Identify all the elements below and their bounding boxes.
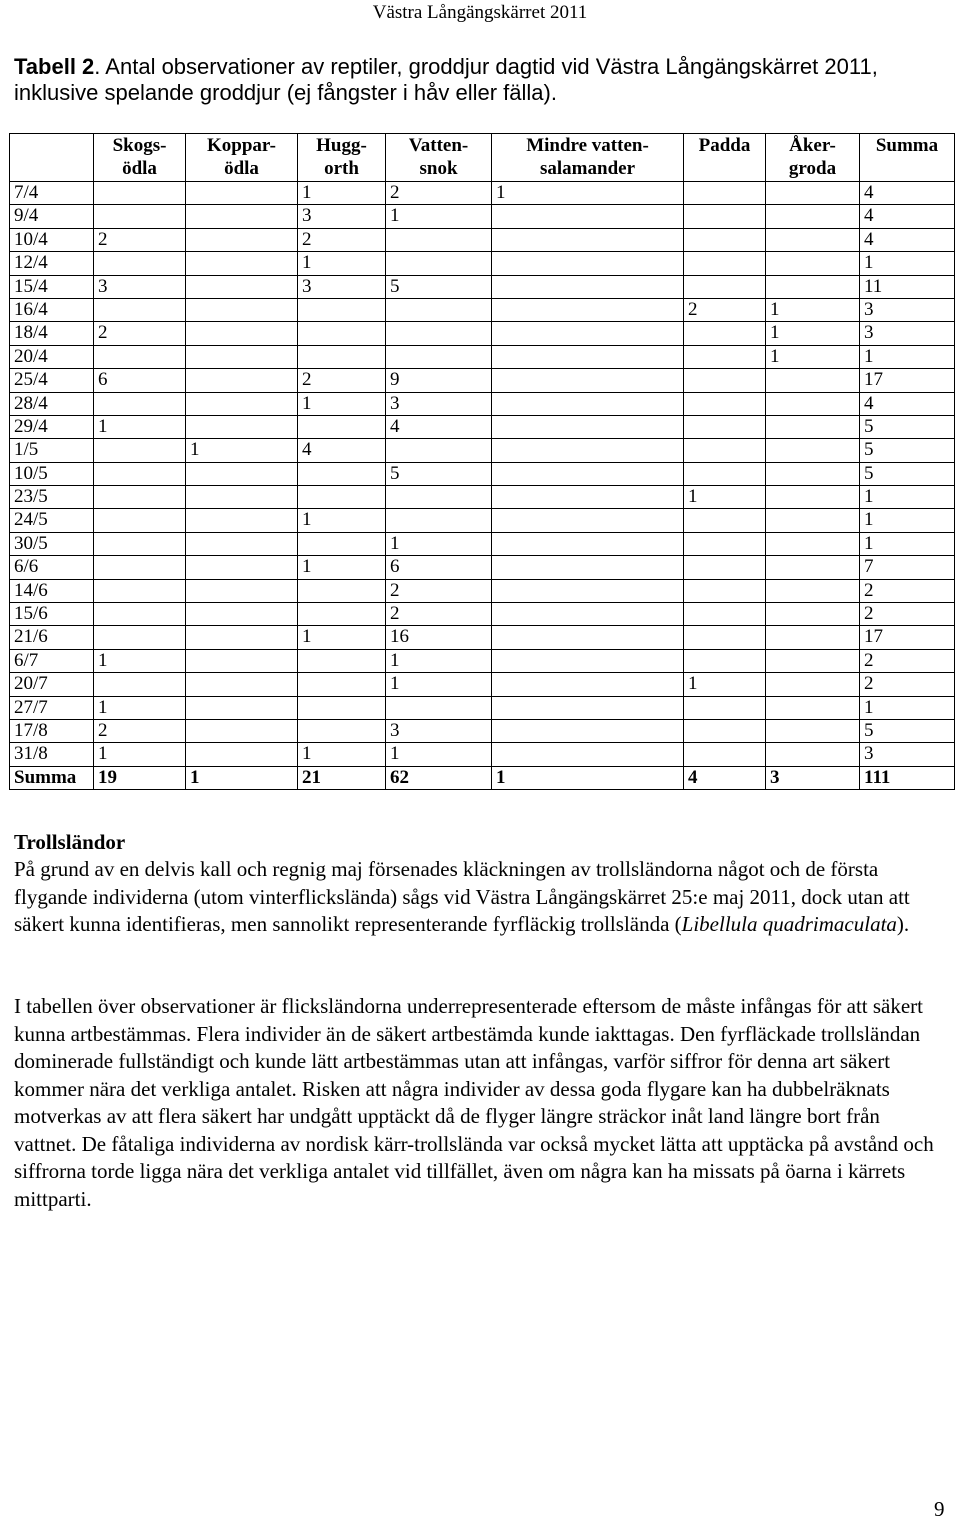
count-cell: 3 xyxy=(298,275,386,298)
count-cell xyxy=(766,696,860,719)
count-cell: 1 xyxy=(94,415,186,438)
count-cell: 1 xyxy=(298,743,386,766)
date-cell: 15/4 xyxy=(10,275,94,298)
column-header: Vatten- snok xyxy=(386,134,492,182)
count-cell xyxy=(684,509,766,532)
count-cell xyxy=(684,275,766,298)
date-cell: 27/7 xyxy=(10,696,94,719)
count-cell xyxy=(186,228,298,251)
date-cell: 18/4 xyxy=(10,322,94,345)
count-cell xyxy=(766,252,860,275)
count-cell: 1 xyxy=(298,626,386,649)
paragraph-1 xyxy=(14,856,946,939)
count-cell xyxy=(766,182,860,205)
count-cell xyxy=(298,345,386,368)
count-cell: 2 xyxy=(386,579,492,602)
count-cell xyxy=(492,369,684,392)
table-row xyxy=(10,439,955,462)
count-cell xyxy=(94,439,186,462)
count-cell: 4 xyxy=(860,228,955,251)
table-row xyxy=(10,275,955,298)
table-row xyxy=(10,228,955,251)
date-cell: 10/5 xyxy=(10,462,94,485)
date-cell: 7/4 xyxy=(10,182,94,205)
page-number: 9 xyxy=(934,1497,945,1521)
column-header: Koppar- ödla xyxy=(186,134,298,182)
count-cell xyxy=(186,486,298,509)
count-cell xyxy=(186,252,298,275)
table-header xyxy=(10,134,955,182)
count-cell: 1 xyxy=(298,252,386,275)
count-cell xyxy=(298,696,386,719)
count-cell: 2 xyxy=(860,673,955,696)
count-cell xyxy=(492,532,684,555)
count-cell: 1 xyxy=(94,743,186,766)
count-cell xyxy=(684,322,766,345)
count-cell xyxy=(492,579,684,602)
count-cell: 4 xyxy=(386,415,492,438)
table-row xyxy=(10,626,955,649)
count-cell xyxy=(766,649,860,672)
count-cell xyxy=(492,649,684,672)
count-cell xyxy=(186,719,298,742)
count-cell xyxy=(94,462,186,485)
count-cell xyxy=(94,603,186,626)
count-cell: 1 xyxy=(94,649,186,672)
count-cell xyxy=(684,369,766,392)
date-cell: 21/6 xyxy=(10,626,94,649)
date-cell: 9/4 xyxy=(10,205,94,228)
count-cell xyxy=(766,439,860,462)
date-cell: 31/8 xyxy=(10,743,94,766)
count-cell xyxy=(684,182,766,205)
count-cell xyxy=(386,439,492,462)
summary-cell: 3 xyxy=(766,766,860,789)
count-cell xyxy=(684,392,766,415)
count-cell xyxy=(298,532,386,555)
count-cell: 1 xyxy=(766,298,860,321)
count-cell xyxy=(186,275,298,298)
count-cell: 1 xyxy=(298,392,386,415)
date-cell: 1/5 xyxy=(10,439,94,462)
date-cell: 15/6 xyxy=(10,603,94,626)
table-row xyxy=(10,579,955,602)
count-cell: 5 xyxy=(860,415,955,438)
count-cell: 3 xyxy=(386,392,492,415)
count-cell xyxy=(492,556,684,579)
count-cell xyxy=(766,275,860,298)
count-cell: 6 xyxy=(386,556,492,579)
table-row xyxy=(10,532,955,555)
table-row xyxy=(10,369,955,392)
count-cell: 1 xyxy=(684,673,766,696)
running-header: Västra Långängskärret 2011 xyxy=(372,2,588,23)
count-cell: 4 xyxy=(860,205,955,228)
count-cell xyxy=(684,556,766,579)
count-cell xyxy=(186,182,298,205)
table-row xyxy=(10,392,955,415)
column-header: Skogs- ödla xyxy=(94,134,186,182)
date-cell: 20/4 xyxy=(10,345,94,368)
date-cell: 10/4 xyxy=(10,228,94,251)
summary-cell: 62 xyxy=(386,766,492,789)
count-cell xyxy=(684,743,766,766)
count-cell xyxy=(298,603,386,626)
count-cell xyxy=(684,345,766,368)
summary-label: Summa xyxy=(10,766,94,789)
count-cell: 7 xyxy=(860,556,955,579)
count-cell: 1 xyxy=(298,556,386,579)
count-cell xyxy=(766,369,860,392)
count-cell xyxy=(766,392,860,415)
column-header: Åker- groda xyxy=(766,134,860,182)
count-cell: 2 xyxy=(860,649,955,672)
count-cell: 2 xyxy=(684,298,766,321)
paragraph-2: I tabellen över observationer är flicksländorna underrepresenterade eftersom de måste infångas för att säkert kunna artbestämmas. Flera individer än de säkert artbestämda kunde iakttagas. Den fyrfläckade trollsländan dominerade fullständigt och kunde lätt artbestämmas utan att infångas, varför siffror för denna art säkert kommer nära det verkliga antalet. Risken att några individer av dessa goda flygare kan ha dubbelräknats motverkas av att flera säkert har undgått upptäckt då de flyger längre sträckor inåt land längre bort från vattnet. De fåtaliga individerna av nordisk kärr-trollslända var också mycket lätta att upptäcka på avstånd och siffrorna torde ligga nära det verkliga antalet vid tillfället, även om några kan ha missats på öarna i kärrets mittparti. xyxy=(14,994,934,1211)
count-cell: 1 xyxy=(860,486,955,509)
table-row xyxy=(10,205,955,228)
count-cell: 2 xyxy=(860,603,955,626)
count-cell xyxy=(186,415,298,438)
table-row xyxy=(10,603,955,626)
count-cell xyxy=(94,579,186,602)
count-cell xyxy=(94,556,186,579)
count-cell xyxy=(684,696,766,719)
count-cell xyxy=(186,556,298,579)
table-row xyxy=(10,719,955,742)
count-cell: 4 xyxy=(860,182,955,205)
count-cell xyxy=(766,673,860,696)
count-cell: 1 xyxy=(386,673,492,696)
count-cell xyxy=(186,205,298,228)
summary-cell: 21 xyxy=(298,766,386,789)
count-cell xyxy=(298,415,386,438)
count-cell xyxy=(492,509,684,532)
count-cell xyxy=(386,322,492,345)
count-cell: 1 xyxy=(298,509,386,532)
count-cell xyxy=(186,298,298,321)
count-cell: 3 xyxy=(860,322,955,345)
count-cell xyxy=(766,719,860,742)
count-cell xyxy=(684,228,766,251)
column-header: Summa xyxy=(860,134,955,182)
count-cell xyxy=(186,322,298,345)
count-cell xyxy=(492,462,684,485)
count-cell: 1 xyxy=(298,182,386,205)
count-cell: 2 xyxy=(298,369,386,392)
count-cell xyxy=(684,603,766,626)
count-cell xyxy=(298,486,386,509)
count-cell xyxy=(186,626,298,649)
table-row xyxy=(10,322,955,345)
count-cell xyxy=(94,345,186,368)
count-cell xyxy=(298,298,386,321)
count-cell xyxy=(186,345,298,368)
count-cell: 1 xyxy=(860,252,955,275)
count-cell xyxy=(386,486,492,509)
count-cell: 1 xyxy=(860,532,955,555)
date-cell: 30/5 xyxy=(10,532,94,555)
count-cell xyxy=(298,649,386,672)
count-cell xyxy=(766,556,860,579)
count-cell xyxy=(492,252,684,275)
count-cell xyxy=(298,322,386,345)
count-cell: 3 xyxy=(94,275,186,298)
count-cell xyxy=(186,649,298,672)
count-cell xyxy=(298,719,386,742)
table-row xyxy=(10,345,955,368)
date-cell: 6/6 xyxy=(10,556,94,579)
count-cell: 5 xyxy=(860,719,955,742)
count-cell xyxy=(684,532,766,555)
count-cell: 1 xyxy=(386,205,492,228)
summary-cell: 4 xyxy=(684,766,766,789)
table-body xyxy=(10,182,955,790)
count-cell xyxy=(766,228,860,251)
count-cell xyxy=(94,392,186,415)
count-cell xyxy=(684,439,766,462)
count-cell: 2 xyxy=(386,182,492,205)
count-cell: 1 xyxy=(386,532,492,555)
count-cell: 1 xyxy=(386,743,492,766)
count-cell xyxy=(186,509,298,532)
count-cell xyxy=(386,298,492,321)
table-row xyxy=(10,696,955,719)
date-cell: 28/4 xyxy=(10,392,94,415)
count-cell: 16 xyxy=(386,626,492,649)
count-cell xyxy=(298,579,386,602)
table-row xyxy=(10,743,955,766)
observation-table xyxy=(9,133,955,790)
count-cell: 9 xyxy=(386,369,492,392)
count-cell xyxy=(766,486,860,509)
species-name: Libellula quadrimaculata xyxy=(681,912,897,936)
section-title: Trollsländor xyxy=(14,830,126,854)
count-cell: 2 xyxy=(860,579,955,602)
table-row xyxy=(10,556,955,579)
count-cell xyxy=(94,626,186,649)
count-cell xyxy=(94,532,186,555)
date-cell: 16/4 xyxy=(10,298,94,321)
caption-text: . Antal observationer av reptiler, groddjur dagtid vid Västra Långängskärret 2011, inklusive spelande groddjur (ej fångster i håv eller fälla). xyxy=(14,54,878,105)
paragraph-1-text: På grund av en delvis kall och regnig maj försenades kläckningen av trollsländorna något och de första flygande individerna (utom vinterflickslända) sågs vid Västra Långängskärret 25:e maj 2011, dock utan att säkert kunna identifieras, men sannolikt representerande fyrfläckig trollslända ( xyxy=(14,857,910,936)
summary-cell: 111 xyxy=(860,766,955,789)
count-cell xyxy=(298,462,386,485)
count-cell xyxy=(684,579,766,602)
count-cell xyxy=(684,205,766,228)
count-cell xyxy=(492,673,684,696)
count-cell xyxy=(186,696,298,719)
count-cell xyxy=(766,603,860,626)
count-cell xyxy=(386,345,492,368)
count-cell xyxy=(386,509,492,532)
date-cell: 25/4 xyxy=(10,369,94,392)
caption-label: Tabell 2 xyxy=(14,54,95,79)
paragraph-1-end: ). xyxy=(896,912,910,936)
count-cell xyxy=(94,205,186,228)
column-header xyxy=(10,134,94,182)
count-cell xyxy=(94,298,186,321)
count-cell: 2 xyxy=(386,603,492,626)
count-cell: 5 xyxy=(860,462,955,485)
count-cell xyxy=(766,532,860,555)
count-cell xyxy=(186,462,298,485)
count-cell: 1 xyxy=(766,345,860,368)
count-cell xyxy=(492,298,684,321)
count-cell xyxy=(492,275,684,298)
count-cell: 4 xyxy=(298,439,386,462)
column-header: Mindre vatten- salamander xyxy=(492,134,684,182)
count-cell xyxy=(186,369,298,392)
count-cell xyxy=(766,205,860,228)
count-cell xyxy=(492,392,684,415)
count-cell: 1 xyxy=(860,509,955,532)
date-cell: 23/5 xyxy=(10,486,94,509)
table-row xyxy=(10,486,955,509)
count-cell xyxy=(492,228,684,251)
count-cell: 17 xyxy=(860,369,955,392)
count-cell xyxy=(492,743,684,766)
count-cell: 1 xyxy=(386,649,492,672)
count-cell: 3 xyxy=(298,205,386,228)
count-cell: 1 xyxy=(766,322,860,345)
table-row xyxy=(10,252,955,275)
count-cell xyxy=(186,673,298,696)
count-cell xyxy=(186,579,298,602)
date-cell: 14/6 xyxy=(10,579,94,602)
count-cell xyxy=(298,673,386,696)
summary-row xyxy=(10,766,955,789)
date-cell: 12/4 xyxy=(10,252,94,275)
column-header: Hugg- orth xyxy=(298,134,386,182)
column-header: Padda xyxy=(684,134,766,182)
count-cell: 5 xyxy=(386,462,492,485)
count-cell xyxy=(684,626,766,649)
date-cell: 17/8 xyxy=(10,719,94,742)
count-cell xyxy=(766,626,860,649)
count-cell: 2 xyxy=(94,719,186,742)
count-cell: 1 xyxy=(492,182,684,205)
count-cell: 1 xyxy=(186,439,298,462)
count-cell xyxy=(766,743,860,766)
count-cell xyxy=(492,415,684,438)
count-cell xyxy=(94,486,186,509)
count-cell xyxy=(386,696,492,719)
table-row xyxy=(10,509,955,532)
table-row xyxy=(10,673,955,696)
count-cell xyxy=(766,415,860,438)
count-cell: 2 xyxy=(94,322,186,345)
table-row xyxy=(10,649,955,672)
count-cell xyxy=(186,392,298,415)
summary-cell: 1 xyxy=(492,766,684,789)
count-cell xyxy=(94,509,186,532)
count-cell xyxy=(94,252,186,275)
table-row xyxy=(10,298,955,321)
summary-cell: 19 xyxy=(94,766,186,789)
date-cell: 29/4 xyxy=(10,415,94,438)
count-cell: 1 xyxy=(860,696,955,719)
date-cell: 6/7 xyxy=(10,649,94,672)
table-caption xyxy=(14,54,944,106)
count-cell xyxy=(684,415,766,438)
count-cell xyxy=(492,696,684,719)
count-cell xyxy=(684,719,766,742)
count-cell xyxy=(386,228,492,251)
count-cell xyxy=(766,579,860,602)
count-cell: 3 xyxy=(860,298,955,321)
count-cell xyxy=(186,743,298,766)
count-cell xyxy=(492,345,684,368)
count-cell: 2 xyxy=(94,228,186,251)
count-cell xyxy=(186,532,298,555)
table-row xyxy=(10,415,955,438)
count-cell: 4 xyxy=(860,392,955,415)
count-cell xyxy=(492,719,684,742)
summary-cell: 1 xyxy=(186,766,298,789)
count-cell: 5 xyxy=(860,439,955,462)
count-cell xyxy=(94,673,186,696)
count-cell xyxy=(684,252,766,275)
count-cell xyxy=(492,439,684,462)
count-cell xyxy=(492,322,684,345)
count-cell xyxy=(492,205,684,228)
count-cell: 3 xyxy=(860,743,955,766)
count-cell xyxy=(94,182,186,205)
count-cell xyxy=(766,462,860,485)
count-cell: 11 xyxy=(860,275,955,298)
count-cell: 6 xyxy=(94,369,186,392)
count-cell: 1 xyxy=(860,345,955,368)
count-cell: 5 xyxy=(386,275,492,298)
count-cell: 3 xyxy=(386,719,492,742)
count-cell xyxy=(766,509,860,532)
date-cell: 24/5 xyxy=(10,509,94,532)
count-cell: 1 xyxy=(684,486,766,509)
count-cell xyxy=(684,462,766,485)
count-cell xyxy=(386,252,492,275)
count-cell: 17 xyxy=(860,626,955,649)
count-cell xyxy=(186,603,298,626)
count-cell xyxy=(492,486,684,509)
count-cell xyxy=(492,603,684,626)
count-cell xyxy=(492,626,684,649)
date-cell: 20/7 xyxy=(10,673,94,696)
table-row xyxy=(10,182,955,205)
table-row xyxy=(10,462,955,485)
count-cell: 1 xyxy=(94,696,186,719)
count-cell xyxy=(684,649,766,672)
count-cell: 2 xyxy=(298,228,386,251)
